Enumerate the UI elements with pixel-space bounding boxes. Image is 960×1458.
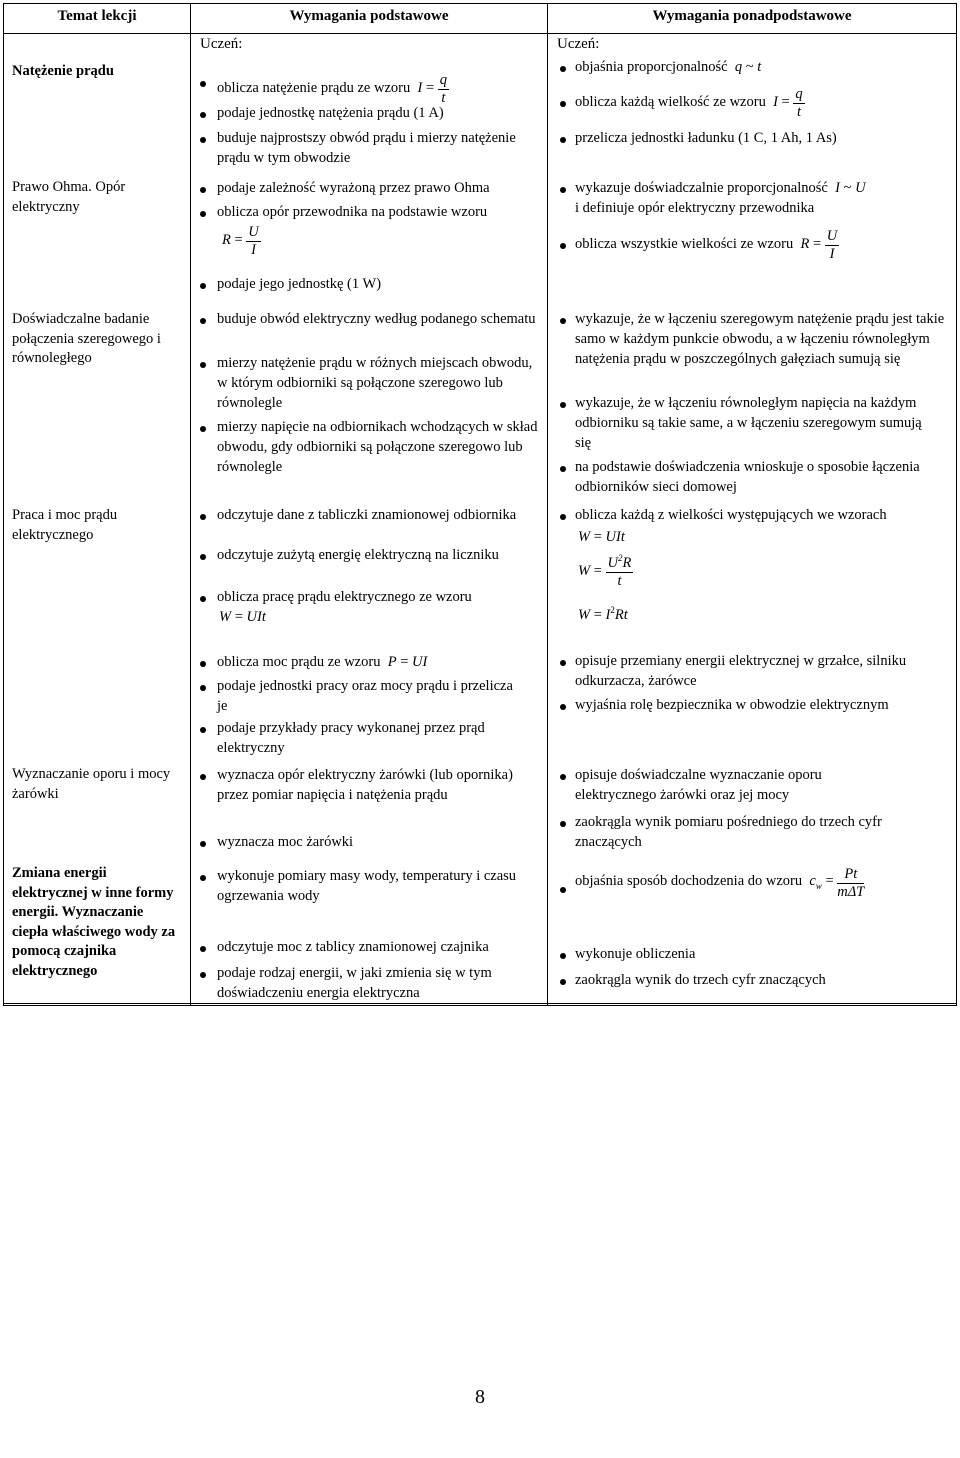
basic-item: odczytuje zużytą energię elektryczną na liczniku <box>217 547 499 563</box>
advanced-item: wykazuje, że w łączeniu szeregowym natężenie prądu jest takie samo w każdym punkcie obwodu, a w łączeniu równoległym natężenia prądu w poszczególnych gałęziach sumują się <box>575 311 945 367</box>
table-border-bottom-double <box>3 1003 957 1004</box>
header-topic: Temat lekcji <box>57 8 137 24</box>
bullet <box>560 66 566 72</box>
topic-natezenie: Natężenie prądu <box>12 63 114 79</box>
header-advanced: Wymagania ponadpodstawowe <box>652 8 852 24</box>
bullet <box>560 887 566 893</box>
bullet <box>200 187 206 193</box>
bullet <box>200 946 206 952</box>
header-divider <box>3 33 957 34</box>
advanced-item: wykazuje, że w łączeniu równoległym napięcia na każdym odbiorniku są takie same, a w łączeniu szeregowym sumują się <box>575 395 922 451</box>
advanced-item: opisuje doświadczalne wyznaczanie oporu elektrycznego żarówki oraz jej mocy <box>575 767 822 803</box>
topic-badanie-polaczen: Doświadczalne badanie połączenia szeregowego i równoległego <box>12 311 161 366</box>
basic-item: oblicza pracę prądu elektrycznego ze wzoru <box>217 589 472 605</box>
bullet <box>560 101 566 107</box>
basic-item: podaje jednostki pracy oraz mocy prądu i przelicza je <box>217 678 513 714</box>
basic-item: oblicza natężenie prądu ze wzoru I = $\frac{q}{t}$ <box>217 72 448 106</box>
advanced-item-cont: i definiuje opór elektryczny przewodnika <box>575 200 815 216</box>
basic-item: podaje jednostkę natężenia prądu (1 A) <box>217 105 444 121</box>
advanced-item: oblicza wszystkie wielkości ze wzoru R = $\frac{U}{I}$ <box>575 228 838 262</box>
bullet <box>560 243 566 249</box>
bullet <box>200 685 206 691</box>
bullet <box>200 727 206 733</box>
table-border-left <box>3 3 4 1006</box>
advanced-item: na podstawie doświadczenia wnioskuje o sposobie łączenia odbiorników sieci domowej <box>575 459 920 495</box>
table-border-bottom <box>3 1005 957 1006</box>
basic-item: podaje rodzaj energii, w jaki zmienia się w tym doświadczeniu energia elektryczna <box>217 965 492 1001</box>
basic-item: buduje najprostszy obwód prądu i mierzy natężenie prądu w tym obwodzie <box>217 130 516 166</box>
basic-item: oblicza opór przewodnika na podstawie wzoru <box>217 204 488 220</box>
advanced-item: zaokrągla wynik pomiaru pośredniego do trzech cyfr znaczących <box>575 814 882 850</box>
basic-item: odczytuje dane z tabliczki znamionowej odbiornika <box>217 507 517 523</box>
bullet <box>200 318 206 324</box>
basic-item: oblicza moc prądu ze wzoru P = UI <box>217 654 428 670</box>
advanced-item: wykonuje obliczenia <box>575 946 696 962</box>
table-border-right <box>956 3 957 1006</box>
bullet <box>560 953 566 959</box>
formula-w-u2r-t: W = $\frac{U^2R}{t}$ <box>578 550 633 590</box>
column-divider-2 <box>547 3 548 1006</box>
advanced-item: wykazuje doświadczalnie proporcjonalność I ~ U <box>575 180 866 196</box>
advanced-item: objaśnia sposób dochodzenia do wzoru $c_w$ = $\frac{Pt}{\text{mΔT}}$ <box>575 866 865 900</box>
advanced-item: oblicza każdą z wielkości występujących we wzorach <box>575 507 887 523</box>
basic-item: mierzy napięcie na odbiornikach wchodzących w skład obwodu, gdy odbiorniki są połączone szeregowo lub równolegle <box>217 419 538 475</box>
bullet <box>200 211 206 217</box>
advanced-item: przelicza jednostki ładunku (1 C, 1 Ah, 1 As) <box>575 130 837 146</box>
topic-prawo-ohma: Prawo Ohma. Opór elektryczny <box>12 179 126 215</box>
bullet <box>200 774 206 780</box>
bullet <box>200 841 206 847</box>
uczen-label-advanced: Uczeń: <box>557 36 600 52</box>
basic-item: buduje obwód elektryczny według podanego schematu <box>217 311 536 327</box>
bullet <box>560 660 566 666</box>
basic-item: mierzy natężenie prądu w różnych miejscach obwodu, w którym odbiorniki są połączone szeregowo lub równolegle <box>217 355 533 411</box>
formula-r-ui: R = $\frac{U}{I}$ <box>222 224 259 258</box>
basic-item: podaje zależność wyrażoną przez prawo Ohma <box>217 180 490 196</box>
bullet <box>200 283 206 289</box>
advanced-item: objaśnia proporcjonalność q ~ t <box>575 59 762 75</box>
basic-item: wykonuje pomiary masy wody, temperatury i czasu ogrzewania wody <box>217 868 517 904</box>
bullet <box>200 112 206 118</box>
bullet <box>200 426 206 432</box>
bullet <box>560 979 566 985</box>
bullet <box>560 402 566 408</box>
formula-w-i2rt: $W = I^2Rt$ <box>578 605 628 623</box>
bullet <box>200 554 206 560</box>
bullet <box>200 137 206 143</box>
bullet <box>560 514 566 520</box>
topic-wyznaczanie-oporu: Wyznaczanie oporu i mocy żarówki <box>12 766 171 802</box>
advanced-item: oblicza każdą wielkość ze wzoru I = $\frac{q}{t}$ <box>575 86 803 120</box>
bullet <box>560 704 566 710</box>
bullet <box>560 318 566 324</box>
advanced-item: opisuje przemiany energii elektrycznej w grzałce, silniku odkurzacza, żarówce <box>575 653 907 689</box>
formula-w-uit: W = UIt <box>219 609 266 625</box>
basic-item: wyznacza opór elektryczny żarówki (lub opornika) przez pomiar napięcia i natężenia prądu <box>217 767 513 803</box>
bullet <box>200 875 206 881</box>
bullet <box>560 466 566 472</box>
bullet <box>560 774 566 780</box>
topic-zmiana-energii: Zmiana energii elektrycznej w inne formy energii. Wyznaczanie ciepła właściwego wody za pomocą czajnika elektrycznego <box>12 865 176 979</box>
basic-item: wyznacza moc żarówki <box>217 834 354 850</box>
uczen-label-basic: Uczeń: <box>200 36 243 52</box>
basic-item: podaje przykłady pracy wykonanej przez prąd elektryczny <box>217 720 485 756</box>
bullet <box>560 821 566 827</box>
bullet <box>200 972 206 978</box>
bullet <box>200 81 206 87</box>
bullet <box>560 187 566 193</box>
formula-w-uit-adv: W = UIt <box>578 529 625 545</box>
bullet <box>200 596 206 602</box>
advanced-item: zaokrągla wynik do trzech cyfr znaczących <box>575 972 826 988</box>
topic-praca-moc: Praca i moc prądu elektrycznego <box>12 507 118 543</box>
bullet <box>200 661 206 667</box>
header-basic: Wymagania podstawowe <box>289 8 449 24</box>
bullet <box>560 137 566 143</box>
page-number: 8 <box>475 1386 485 1408</box>
basic-item: odczytuje moc z tablicy znamionowej czajnika <box>217 939 489 955</box>
bullet <box>200 514 206 520</box>
table-border-top <box>3 3 957 4</box>
advanced-item: wyjaśnia rolę bezpiecznika w obwodzie elektrycznym <box>575 697 889 713</box>
basic-item: podaje jego jednostkę (1 W) <box>217 276 382 292</box>
column-divider-1 <box>190 3 191 1006</box>
bullet <box>200 362 206 368</box>
